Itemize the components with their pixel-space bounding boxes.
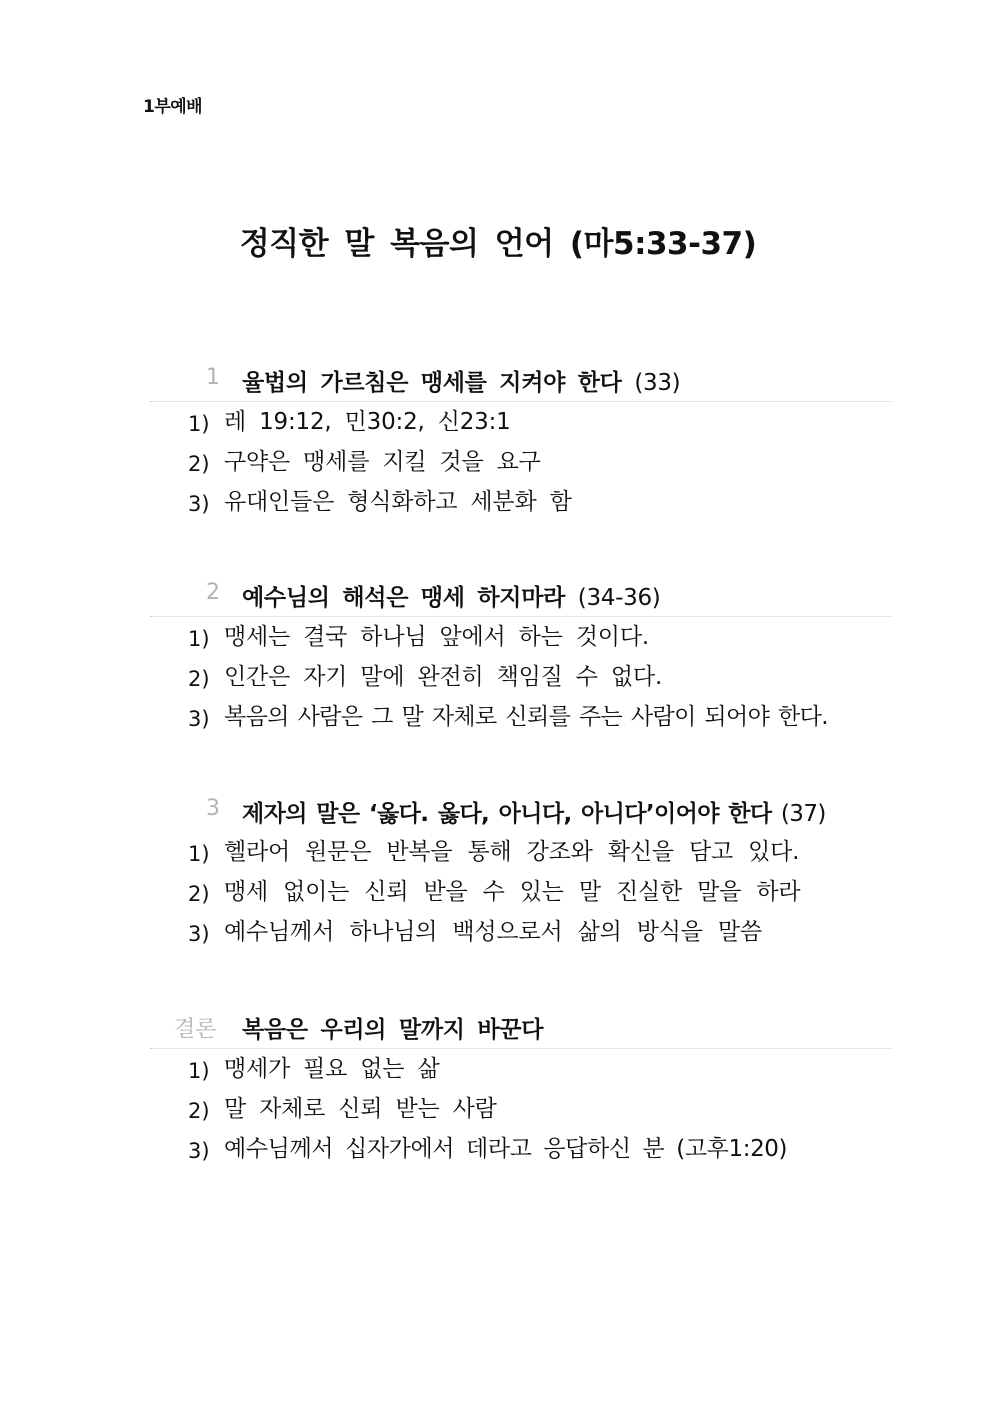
item-text: 말 자체로 신뢰 받는 사람	[224, 1096, 497, 1122]
item-text: 맹세 없이는 신뢰 받을 수 있는 말 진실한 말을 하라	[224, 879, 801, 905]
item-number: 1)	[188, 1059, 210, 1083]
item-number: 2)	[188, 1099, 210, 1123]
list-item	[150, 1129, 892, 1169]
section-items	[150, 402, 892, 522]
section-title	[242, 579, 660, 612]
item-text: 복음의 사람은 그 말 자체로 신뢰를 주는 사람이 되어야 한다.	[224, 704, 828, 730]
list-item	[150, 442, 892, 482]
item-number: 2)	[188, 452, 210, 476]
section-header	[150, 1004, 892, 1049]
section-title	[242, 364, 680, 397]
item-number: 1)	[188, 412, 210, 436]
section-number: 결론	[174, 1017, 217, 1042]
section-items	[150, 1049, 892, 1169]
item-number: 3)	[188, 492, 210, 516]
section-3	[150, 788, 892, 952]
section-header	[150, 572, 892, 617]
item-number: 2)	[188, 882, 210, 906]
item-number: 3)	[188, 707, 210, 731]
list-item	[150, 1089, 892, 1129]
item-number: 1)	[188, 842, 210, 866]
item-text: 예수님께서 십자가에서 데라고 응답하신 분 (고후1:20)	[224, 1136, 788, 1162]
list-item	[150, 402, 892, 442]
list-item	[150, 697, 892, 737]
section-1	[150, 357, 892, 522]
item-text: 레 19:12, 민30:2, 신23:1	[224, 409, 511, 435]
section-title-text: 율법의 가르침은 맹세를 지켜야 한다	[242, 370, 622, 396]
section-ref: (34-36)	[577, 585, 661, 611]
item-text: 유대인들은 형식화하고 세분화 함	[224, 489, 572, 515]
item-text: 맹세는 결국 하나님 앞에서 하는 것이다.	[224, 624, 649, 650]
list-item	[150, 1049, 892, 1089]
item-text: 헬라어 원문은 반복을 통해 강조와 확신을 담고 있다.	[224, 839, 800, 865]
section-items	[150, 832, 892, 952]
section-number: 1	[206, 365, 220, 390]
section-ref: (37)	[780, 801, 826, 827]
list-item	[150, 872, 892, 912]
section-items	[150, 617, 892, 737]
item-number: 1)	[188, 627, 210, 651]
section-number: 2	[206, 580, 220, 605]
section-ref: (33)	[634, 370, 681, 396]
sermon-title: 정직한 말 복음의 언어 (마5:33-37)	[239, 226, 757, 262]
item-text: 예수님께서 하나님의 백성으로서 삶의 방식을 말씀	[224, 919, 762, 945]
section-title	[242, 1011, 543, 1044]
section-title-text: 제자의 말은 ‘옳다. 옳다, 아니다, 아니다’이어야 한다	[242, 801, 772, 827]
list-item	[150, 912, 892, 952]
list-item	[150, 617, 892, 657]
section-conclusion	[150, 1004, 892, 1169]
section-header	[150, 357, 892, 402]
section-header	[150, 788, 892, 832]
list-item	[150, 482, 892, 522]
list-item	[150, 832, 892, 872]
section-title	[242, 795, 826, 828]
section-number: 3	[206, 796, 220, 821]
section-title-text: 복음은 우리의 말까지 바꾼다	[242, 1017, 544, 1043]
item-text: 구약은 맹세를 지킬 것을 요구	[224, 449, 541, 475]
service-label: 1부예배	[143, 97, 203, 117]
item-number: 3)	[188, 1139, 210, 1163]
item-number: 3)	[188, 922, 210, 946]
section-2	[150, 572, 892, 737]
item-number: 2)	[188, 667, 210, 691]
section-title-text: 예수님의 해석은 맹세 하지마라	[242, 585, 566, 611]
item-text: 맹세가 필요 없는 삶	[224, 1056, 440, 1082]
item-text: 인간은 자기 말에 완전히 책임질 수 없다.	[224, 664, 663, 690]
list-item	[150, 657, 892, 697]
